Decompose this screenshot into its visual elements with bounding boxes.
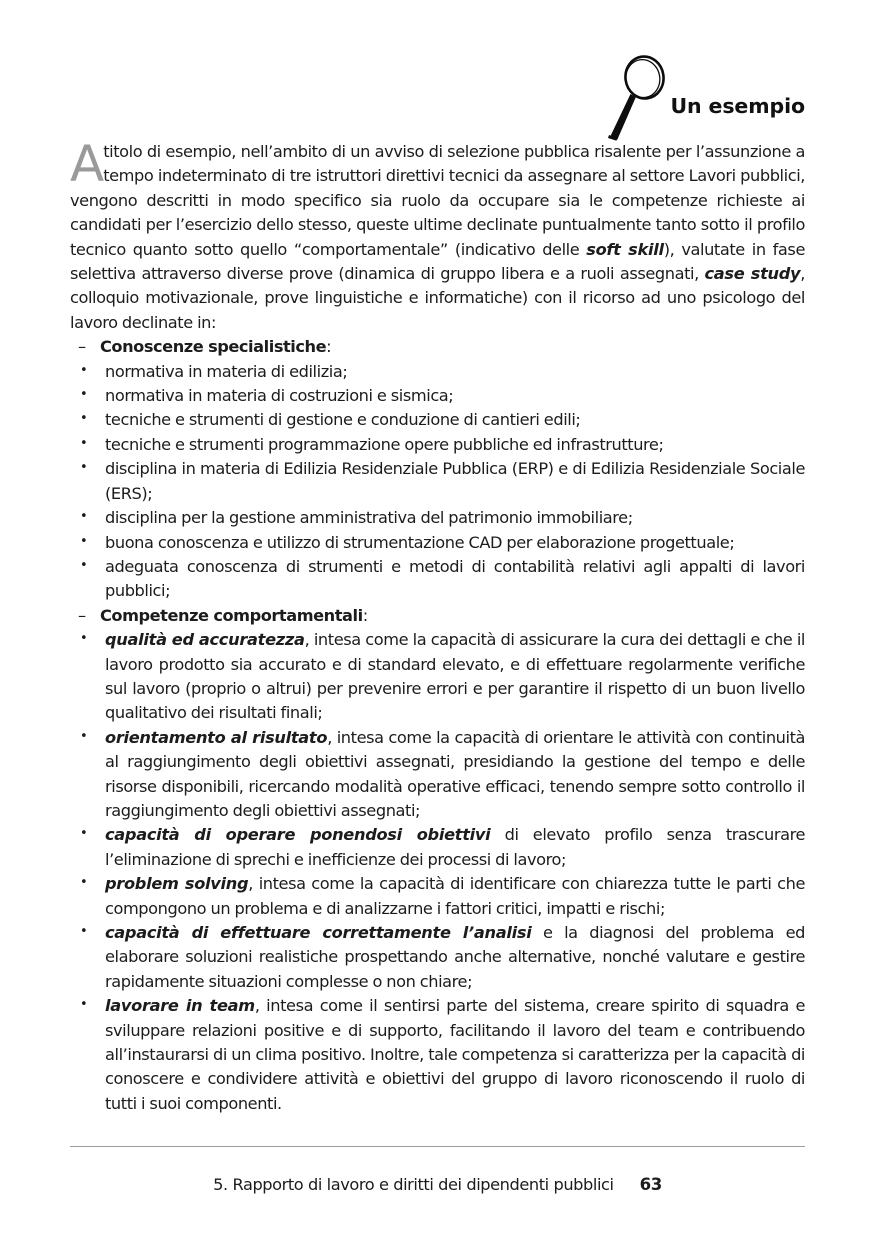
list-item <box>75 457 805 506</box>
list-item <box>75 433 805 457</box>
intro-text-part-2: ), valutate in fase selettiva attraverso diverse prove (dinamica di gruppo libera e a ruoli assegnati, <box>70 239 805 284</box>
list-item-text: tecniche e strumenti di gestione e conduzione di cantieri edili; <box>105 410 581 430</box>
intro-text-part-3: , colloquio motivazionale, prove linguistiche e informatiche) con il ricorso ad uno psicologo del lavoro declinate in: <box>70 264 805 332</box>
bullet-icon: • <box>80 924 88 939</box>
intro-text-part-1: titolo di esempio, nell’ambito di un avviso di selezione pubblica risalente per l’assunzione a tempo indeterminato di tre istruttori direttivi tecnici da assegnare al settore Lavori pubblici, vengono descritti in modo specifico sia ruolo da occupare sia le competenze richieste ai candidati per l’esercizio dello stesso, queste ultime declinate puntualmente tanto sotto il profilo tecnico quanto sotto quello “comportamentale” (indicativo delle <box>70 142 805 259</box>
list-item-emphasis: orientamento al risultato <box>105 727 328 747</box>
intro-paragraph <box>70 135 805 335</box>
bullet-icon: • <box>80 826 88 842</box>
intro-emphasis-case-study: case study <box>704 264 801 284</box>
list-item-text: disciplina in materia di Edilizia Residenziale Pubblica (ERP) e di Edilizia Residenziale Sociale (ERS); <box>105 459 805 503</box>
list-item-emphasis: lavorare in team <box>105 996 255 1016</box>
page-header <box>70 52 805 144</box>
list-item <box>75 628 805 726</box>
list-item-text: , intesa come la capacità di identificare con chiarezza tutte le parti che compongono un problema e di analizzarne i fattori critici, impatti e rischi; <box>105 874 805 918</box>
footer-page-number: 63 <box>639 1175 662 1194</box>
bullet-icon: • <box>80 728 88 744</box>
list-item-text: , intesa come il sentirsi parte del sistema, creare spirito di squadra e sviluppare relazioni positive e di supporto, facilitando il lavoro del team e contribuendo all’instaurarsi di un clima positivo. Inoltre, tale competenza si caratterizza per la capacità di conoscere e condividere attività e obiettivi del gruppo di lavoro riconoscendo il ruolo di tutti i suoi componenti. <box>105 996 805 1113</box>
list-item <box>75 384 805 408</box>
bullet-icon: • <box>80 387 88 403</box>
intro-emphasis-soft-skill: soft skill <box>586 239 664 259</box>
section-label: Conoscenze specialistiche <box>100 337 327 357</box>
list-item-text: normativa in materia di costruzioni e sismica; <box>105 386 454 406</box>
list-item-text: buona conoscenza e utilizzo di strumentazione CAD per elaborazione progettuale; <box>105 532 735 552</box>
list-item <box>75 360 805 384</box>
list-item-emphasis: qualità ed accuratezza <box>105 630 305 650</box>
list-item <box>75 823 805 872</box>
section-competenze-comportamentali <box>70 604 805 628</box>
header-row <box>604 52 805 142</box>
list-item-text: , intesa come la capacità di assicurare la cura dei dettagli e che il lavoro prodotto sia accurato e di standard elevato, e di effettuare regolarmente verifiche sul lavoro (proprio o altrui) per prevenire errori e per garantire il rispetto di un buon livello qualitativo dei risultati finali; <box>105 630 805 723</box>
list-item-text: disciplina per la gestione amministrativa del patrimonio immobiliare; <box>105 508 633 528</box>
section-dash-marker: – <box>78 605 86 625</box>
competency-sections <box>70 335 805 1116</box>
list-item-text: , intesa come la capacità di orientare le attività con continuità al raggiungimento degli obiettivi assegnati, presidiando la gestione del tempo e delle risorse disponibili, ricercando modalità operative efficaci, tenendo sempre sotto controllo il raggiungimento degli obiettivi assegnati; <box>105 727 805 820</box>
list-item <box>75 506 805 530</box>
drop-cap: A <box>70 135 103 193</box>
list-item <box>75 921 805 994</box>
list-item <box>75 726 805 824</box>
bullet-icon: • <box>80 435 88 451</box>
bullet-icon: • <box>80 997 88 1013</box>
footer-divider <box>70 1146 805 1147</box>
list-item-text: normativa in materia di edilizia; <box>105 361 348 381</box>
bullet-icon: • <box>80 875 88 891</box>
section-1-items <box>70 360 805 604</box>
page-footer <box>70 1175 805 1194</box>
bullet-icon: • <box>80 460 88 476</box>
list-item <box>75 408 805 432</box>
bullet-icon: • <box>80 557 88 573</box>
footer-chapter-title: 5. Rapporto di lavoro e diritti dei dipendenti pubblici <box>213 1175 614 1194</box>
list-item <box>75 994 805 1116</box>
document-body <box>70 135 805 1116</box>
list-item-text: e la diagnosi del problema ed elaborare soluzioni realistiche prospettando anche alternative, nonché valutare e gestire rapidamente situazioni complesse o non chiare; <box>105 923 805 991</box>
list-item-emphasis: capacità di effettuare correttamente l’analisi <box>105 923 532 942</box>
bullet-icon: • <box>80 509 88 525</box>
section-dash-marker: – <box>78 337 86 357</box>
list-item-emphasis: problem solving <box>105 874 249 894</box>
section-label-suffix: : <box>326 337 332 357</box>
page-title: Un esempio <box>670 94 805 118</box>
bullet-icon: • <box>80 362 88 378</box>
list-item-text: di elevato profilo senza trascurare l’eliminazione di sprechi e inefficienze dei processi di lavoro; <box>105 825 805 869</box>
section-conoscenze-specialistiche <box>70 335 805 359</box>
bullet-icon: • <box>80 631 88 647</box>
list-item-emphasis: capacità di operare ponendosi obiettivi <box>105 825 491 845</box>
section-label-suffix: : <box>362 605 368 625</box>
list-item <box>75 872 805 921</box>
list-item-text: tecniche e strumenti programmazione opere pubbliche ed infrastrutture; <box>105 434 664 454</box>
list-item-text: adeguata conoscenza di strumenti e metodi di contabilità relativi agli appalti di lavori pubblici; <box>105 556 805 601</box>
list-item <box>75 531 805 555</box>
bullet-icon: • <box>80 533 88 549</box>
section-label: Competenze comportamentali <box>100 605 363 625</box>
magnifier-icon <box>604 52 668 142</box>
list-item <box>75 555 805 604</box>
section-2-items <box>70 628 805 1116</box>
bullet-icon: • <box>80 411 88 427</box>
